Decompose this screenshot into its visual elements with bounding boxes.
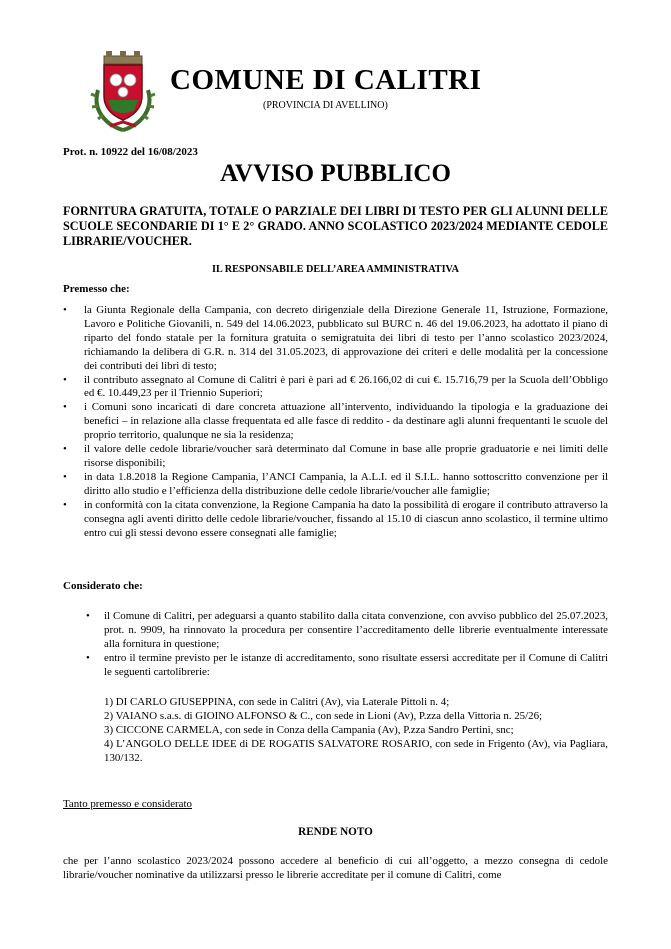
accredited-shops-list bbox=[104, 696, 608, 766]
list-item: • i Comuni sono incaricati di dare concreta attuazione all’intervento, individuando la tipologia e la graduazione dei benefici – in relazione alla classe frequentata ed alle fasce di reddito - da destinare agli alunni frequentanti le scuole del proprio territorio, qualunque ne sia la residenza; bbox=[63, 401, 608, 442]
final-paragraph: che per l’anno scolastico 2023/2024 possono accedere al beneficio di cui all’oggetto, a mezzo consegna di cedole librarie/voucher nominative da utilizzarsi presso le librerie accreditate per il comune di Calitri, come bbox=[63, 855, 608, 881]
considerato-heading: Considerato che: bbox=[63, 580, 143, 592]
list-item: • il Comune di Calitri, per adeguarsi a quanto stabilito dalla citata convenzione, con avviso pubblico del 25.07.2023, prot. n. 9909, ha rinnovato la procedura per consentire l’accreditamento delle librerie eventualmente interessate alla fornitura in questione; bbox=[86, 610, 608, 650]
page-title: COMUNE DI CALITRI bbox=[170, 64, 482, 96]
protocol-number: Prot. n. 10922 del 16/08/2023 bbox=[63, 146, 198, 158]
rende-noto-heading: RENDE NOTO bbox=[298, 826, 373, 838]
shop-item: 2) VAIANO s.a.s. di GIOINO ALFONSO & C., con sede in Lioni (Av), P.zza della Vittoria n. 25/26; bbox=[104, 709, 543, 722]
bullet-icon: • bbox=[63, 443, 67, 456]
list-item: • in conformità con la citata convenzione, la Regione Campania ha dato la possibilità di erogare il contributo attraverso la consegna agli aventi diritto delle cedole librarie/voucher, fissando al 15.10 di ciascun anno scolastico, il termine ultimo entro cui gli stessi devono essere consegnati alle famiglie; bbox=[63, 498, 608, 539]
list-item: • il contributo assegnato al Comune di Calitri è pari è pari ad € 26.166,02 di cui €. 15.716,79 per la Scuola dell’Obbligo ed €. 10.449,23 per il Triennio Superiori; bbox=[63, 373, 608, 400]
bullet-icon: • bbox=[63, 498, 67, 511]
shop-item: 4) L’ANGOLO DELLE IDEE di DE ROGATIS SALVATORE ROSARIO, con sede in Frigento (Av), via Pagliara, 130/132. bbox=[104, 737, 608, 764]
shop-item: 1) DI CARLO GIUSEPPINA, con sede in Calitri (Av), via Laterale Pittoli n. 4; bbox=[104, 696, 450, 708]
municipal-crest-icon bbox=[88, 50, 158, 132]
premesso-heading: Premesso che: bbox=[63, 283, 130, 295]
list-item: • in data 1.8.2018 la Regione Campania, l’ANCI Campania, la A.L.I. ed il S.I.L. hanno sottoscritto convenzione per il diritto allo studio e l’efficienza della distribuzione delle cedole librarie/voucher alle famiglie; bbox=[63, 470, 608, 497]
tanto-premesso-line: Tanto premesso e considerato bbox=[63, 798, 192, 810]
bullet-icon: • bbox=[86, 610, 90, 622]
considerato-list bbox=[86, 610, 608, 680]
list-item: • la Giunta Regionale della Campania, con decreto dirigenziale della Direzione Generale 11, Istruzione, Formazione, Lavoro e Politiche Giovanili, n. 549 del 14.06.2023, pubblicato sul BURC n. 46 del 19.06.2023, ha adottato il piano di riparto del fondo statale per la fornitura gratuita o semigratuita dei libri di testo per l’anno scolastico 2023/2024, richiamando la delibera di G.R. n. 314 del 31.05.2023, di approvazione dei criteri e delle modalità per la concessione dei contributi dei libri di testo; bbox=[63, 304, 608, 372]
notice-title: AVVISO PUBBLICO bbox=[220, 160, 451, 187]
premesso-list bbox=[63, 304, 608, 540]
province-subtitle: (PROVINCIA DI AVELLINO) bbox=[263, 100, 388, 111]
bullet-icon: • bbox=[63, 470, 67, 483]
notice-subject: FORNITURA GRATUITA, TOTALE O PARZIALE DEI LIBRI DI TESTO PER GLI ALUNNI DELLE SCUOLE SECONDARIE DI 1° E 2° GRADO. ANNO SCOLASTICO 2023/2024 MEDIANTE CEDOLE LIBRARIE/VOUCHER. bbox=[63, 204, 608, 248]
list-item: • il valore delle cedole librarie/voucher sarà determinato dal Comune in base alle proprie graduatorie e nei limiti delle risorse disponibili; bbox=[63, 443, 608, 469]
list-item: • entro il termine previsto per le istanze di accreditamento, sono risultate essersi accreditate per il Comune di Calitri le seguenti cartolibrerie: bbox=[86, 651, 608, 678]
bullet-icon: • bbox=[63, 401, 67, 414]
bullet-icon: • bbox=[63, 373, 67, 386]
bullet-icon: • bbox=[63, 304, 67, 316]
shop-item: 3) CICCONE CARMELA, con sede in Conza della Campania (Av), P.zza Sandro Pertini, snc; bbox=[104, 723, 514, 736]
bullet-icon: • bbox=[86, 651, 90, 664]
responsible-heading: IL RESPONSABILE DELL’AREA AMMINISTRATIVA bbox=[212, 264, 459, 275]
